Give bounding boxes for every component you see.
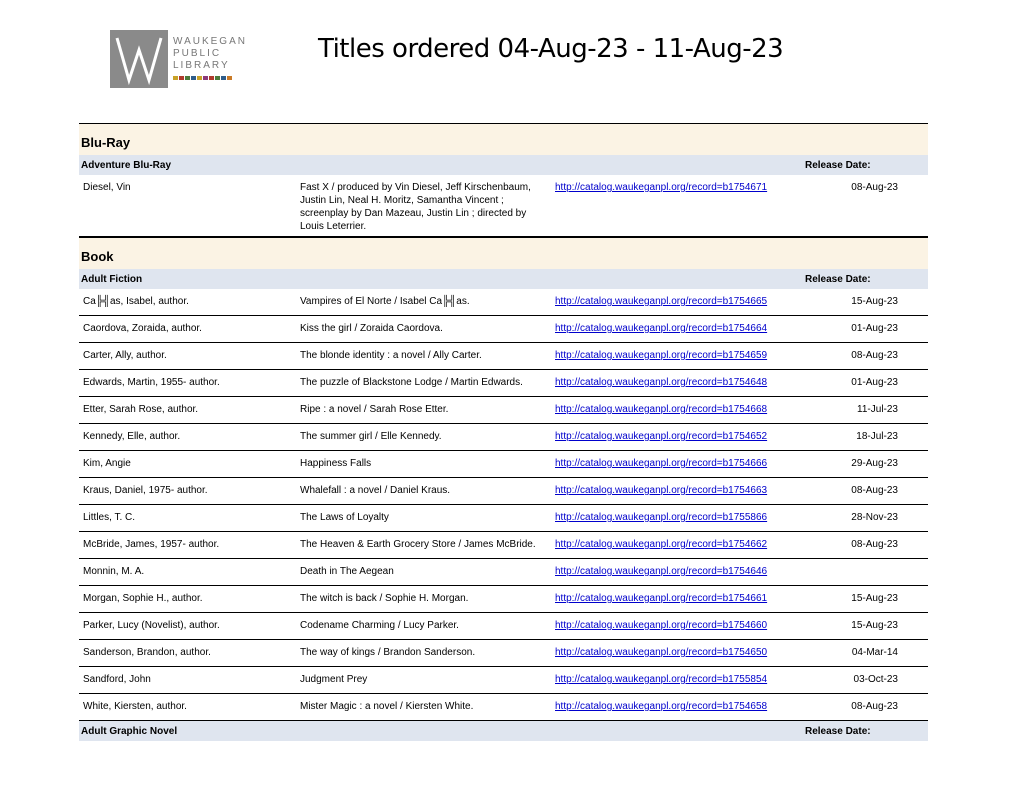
title-cell: The Laws of Loyalty: [300, 512, 389, 523]
catalog-link[interactable]: http://catalog.waukeganpl.org/record=b1755854: [555, 674, 768, 685]
title-cell: The witch is back / Sophie H. Morgan.: [300, 593, 469, 604]
title-cell: The blonde identity : a novel / Ally Carter.: [300, 350, 482, 361]
title-cell: Kiss the girl / Zoraida Caordova.: [300, 323, 443, 334]
release-date-cell: 08-Aug-23: [851, 350, 898, 361]
title-cell: The summer girl / Elle Kennedy.: [300, 431, 442, 442]
catalog-link[interactable]: http://catalog.waukeganpl.org/record=b1754665: [555, 296, 768, 307]
table-row: [79, 289, 928, 316]
release-date-cell: 04-Mar-14: [851, 647, 898, 658]
catalog-link[interactable]: http://catalog.waukeganpl.org/record=b1755866: [555, 512, 768, 523]
catalog-link[interactable]: http://catalog.waukeganpl.org/record=b1754666: [555, 458, 768, 469]
release-date-cell: 15-Aug-23: [851, 296, 898, 307]
table-row: [79, 316, 928, 343]
catalog-link[interactable]: http://catalog.waukeganpl.org/record=b1754646: [555, 566, 768, 577]
catalog-link[interactable]: http://catalog.waukeganpl.org/record=b1754664: [555, 323, 768, 334]
author-cell: McBride, James, 1957- author.: [83, 539, 220, 550]
subsection-label: Adventure Blu-Ray: [81, 160, 172, 171]
author-cell: Parker, Lucy (Novelist), author.: [83, 620, 220, 631]
table-row: [79, 397, 928, 424]
title-cell: Codename Charming / Lucy Parker.: [300, 620, 459, 631]
table-row: [79, 451, 928, 478]
release-date-label: Release Date:: [805, 160, 871, 171]
table-row: [79, 370, 928, 397]
catalog-link[interactable]: http://catalog.waukeganpl.org/record=b1754648: [555, 377, 768, 388]
release-date-cell: 01-Aug-23: [851, 323, 898, 334]
author-cell: Carter, Ally, author.: [83, 350, 167, 361]
table-row: [79, 694, 928, 721]
author-cell: Monnin, M. A.: [83, 566, 145, 577]
title-cell: Mister Magic : a novel / Kiersten White.: [300, 701, 474, 712]
table-row: [79, 613, 928, 640]
title-cell: Death in The Aegean: [300, 566, 394, 577]
catalog-link[interactable]: http://catalog.waukeganpl.org/record=b1754660: [555, 620, 768, 631]
catalog-link[interactable]: http://catalog.waukeganpl.org/record=b1754662: [555, 539, 768, 550]
author-cell: White, Kiersten, author.: [83, 701, 187, 712]
release-date-cell: 08-Aug-23: [851, 485, 898, 496]
subsection-label: Adult Graphic Novel: [81, 726, 178, 737]
catalog-link[interactable]: http://catalog.waukeganpl.org/record=b1754663: [555, 485, 768, 496]
w-letter-icon: [114, 32, 164, 86]
author-cell: Diesel, Vin: [83, 182, 131, 193]
title-cell: Whalefall : a novel / Daniel Kraus.: [300, 485, 451, 496]
page-title: Titles ordered 04-Aug-23 - 11-Aug-23: [318, 34, 784, 64]
logo-line-1: WAUKEGAN: [173, 36, 247, 47]
author-cell: Kim, Angie: [83, 458, 131, 469]
author-cell: Morgan, Sophie H., author.: [83, 593, 203, 604]
author-cell: Caordova, Zoraida, author.: [83, 323, 202, 334]
release-date-cell: 03-Oct-23: [853, 674, 898, 685]
subsection-header: [79, 721, 928, 741]
author-cell: Littles, T. C.: [83, 512, 136, 523]
catalog-link[interactable]: http://catalog.waukeganpl.org/record=b1754652: [555, 431, 768, 442]
release-date-cell: 08-Aug-23: [851, 182, 898, 193]
title-cell: Judgment Prey: [300, 674, 368, 685]
release-date-cell: 08-Aug-23: [851, 539, 898, 550]
author-cell: Kraus, Daniel, 1975- author.: [83, 485, 208, 496]
release-date-cell: 15-Aug-23: [851, 593, 898, 604]
table-row: [79, 667, 928, 694]
table-row: [79, 478, 928, 505]
author-cell: Etter, Sarah Rose, author.: [83, 404, 199, 415]
title-cell: The Heaven & Earth Grocery Store / James McBride.: [300, 539, 536, 550]
catalog-link[interactable]: http://catalog.waukeganpl.org/record=b1754668: [555, 404, 768, 415]
release-date-cell: 18-Jul-23: [856, 431, 898, 442]
release-date-cell: 08-Aug-23: [851, 701, 898, 712]
title-cell: The way of kings / Brandon Sanderson.: [300, 647, 476, 658]
release-date-cell: 29-Aug-23: [851, 458, 898, 469]
table-row: [79, 559, 928, 586]
author-cell: Sandford, John: [83, 674, 151, 685]
library-logo: [110, 30, 260, 90]
release-date-cell: 11-Jul-23: [857, 404, 898, 415]
title-cell: Vampires of El Norte / Isabel Ca╠╣as.: [300, 296, 470, 307]
title-cell: The puzzle of Blackstone Lodge / Martin Edwards.: [300, 377, 523, 388]
catalog-link[interactable]: http://catalog.waukeganpl.org/record=b1754658: [555, 701, 768, 712]
catalog-link[interactable]: http://catalog.waukeganpl.org/record=b1754671: [555, 182, 768, 193]
author-cell: Kennedy, Elle, author.: [83, 431, 181, 442]
table-row: [79, 586, 928, 613]
logo-text: [173, 36, 247, 72]
titles-table: [79, 123, 928, 741]
subsection-header: [79, 269, 928, 289]
release-date-cell: 15-Aug-23: [851, 620, 898, 631]
section-header: Book: [79, 237, 928, 269]
table-row: [79, 640, 928, 667]
table-row: [79, 343, 928, 370]
logo-line-2: PUBLIC: [173, 48, 222, 59]
logo-box: [110, 30, 168, 88]
table-row: [79, 175, 928, 237]
release-date-label: Release Date:: [805, 726, 871, 737]
table-row: [79, 532, 928, 559]
section-header: Blu-Ray: [79, 123, 928, 155]
catalog-link[interactable]: http://catalog.waukeganpl.org/record=b1754659: [555, 350, 768, 361]
release-date-cell: 01-Aug-23: [851, 377, 898, 388]
title-cell: Fast X / produced by Vin Diesel, Jeff Kirschenbaum, Justin Lin, Neal H. Moritz, Samantha Vincent ; screenplay by Dan Mazeau, Justin Lin ; directed by Louis Leterrier.: [300, 182, 531, 232]
logo-line-3: LIBRARY: [173, 60, 230, 71]
table-row: [79, 424, 928, 451]
release-date-label: Release Date:: [805, 274, 871, 285]
subsection-header: [79, 155, 928, 175]
catalog-link[interactable]: http://catalog.waukeganpl.org/record=b1754650: [555, 647, 768, 658]
catalog-link[interactable]: http://catalog.waukeganpl.org/record=b1754661: [555, 593, 768, 604]
title-cell: Happiness Falls: [300, 458, 372, 469]
title-cell: Ripe : a novel / Sarah Rose Etter.: [300, 404, 449, 415]
author-cell: Edwards, Martin, 1955- author.: [83, 377, 220, 388]
table-row: [79, 505, 928, 532]
author-cell: Ca╠╣as, Isabel, author.: [83, 296, 189, 307]
logo-color-dots: [173, 76, 232, 80]
subsection-label: Adult Fiction: [81, 274, 143, 285]
release-date-cell: 28-Nov-23: [851, 512, 898, 523]
author-cell: Sanderson, Brandon, author.: [83, 647, 211, 658]
